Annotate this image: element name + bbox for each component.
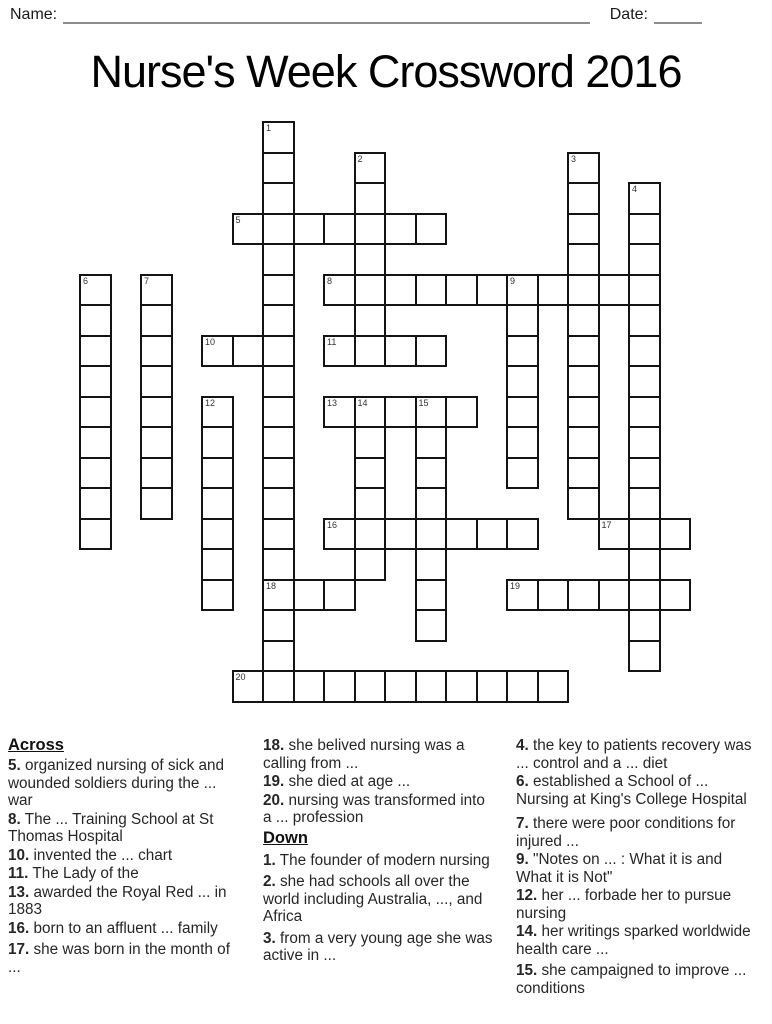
- clue-text: invented the ... chart: [29, 846, 173, 864]
- grid-cell-r9c8: [323, 396, 356, 429]
- grid-cell-r3c5: [232, 213, 265, 246]
- grid-cell-r17c6: [262, 640, 295, 673]
- grid-cell-r17c18: [628, 640, 661, 673]
- cell-number: 14: [357, 397, 368, 408]
- grid-cell-r12c0: [79, 487, 112, 520]
- grid-cell-r8c6: [262, 365, 295, 398]
- grid-cell-r11c14: [506, 457, 539, 490]
- clue-text: awarded the Royal Red ... in 1883: [8, 883, 227, 918]
- grid-cell-r3c9: [354, 213, 387, 246]
- clue-number: 10.: [8, 846, 30, 864]
- grid-cell-r1c9: [354, 152, 387, 185]
- grid-cell-r12c4: [201, 487, 234, 520]
- grid-cell-r9c9: [354, 396, 387, 429]
- grid-cell-r5c15: [537, 274, 570, 307]
- clue-text: organized nursing of sick and wounded soldiers during the ... war: [8, 757, 224, 809]
- grid-cell-r10c14: [506, 426, 539, 459]
- grid-cell-r9c18: [628, 396, 661, 429]
- grid-cell-r3c11: [415, 213, 448, 246]
- cell-number: 1: [266, 123, 272, 133]
- grid-cell-r15c6: [262, 579, 295, 612]
- grid-cell-r11c11: [415, 457, 448, 490]
- cell-number: 12: [205, 397, 216, 408]
- clue-text: her writings sparked worldwide health care ...: [516, 923, 751, 958]
- cell-number: 17: [601, 519, 612, 530]
- down-header: Down: [263, 828, 308, 847]
- grid-cell-r2c18: [628, 182, 661, 215]
- clue-number: 13.: [8, 883, 30, 901]
- clue-text: she was born in the month of ...: [8, 941, 230, 976]
- clue-across-16: [8, 920, 245, 938]
- grid-cell-r7c18: [628, 335, 661, 368]
- grid-cell-r13c19: [659, 518, 692, 551]
- grid-cell-r15c8: [323, 579, 356, 612]
- cell-number: 5: [235, 214, 241, 225]
- grid-cell-r3c8: [323, 213, 356, 246]
- grid-cell-r9c14: [506, 396, 539, 429]
- grid-cell-r9c6: [262, 396, 295, 429]
- grid-cell-r6c6: [262, 304, 295, 337]
- grid-cell-r8c0: [79, 365, 112, 398]
- grid-cell-r8c14: [506, 365, 539, 398]
- clue-down-7: [516, 815, 754, 850]
- grid-cell-r8c16: [567, 365, 600, 398]
- grid-cell-r8c2: [140, 365, 173, 398]
- grid-cell-r13c18: [628, 518, 661, 551]
- cell-number: 7: [144, 275, 150, 286]
- grid-cell-r16c6: [262, 609, 295, 642]
- grid-cell-r7c5: [232, 335, 265, 368]
- clue-number: 3.: [263, 929, 276, 947]
- clue-down-3: [263, 930, 496, 965]
- grid-cell-r15c4: [201, 579, 234, 612]
- clue-down-6: [516, 773, 754, 808]
- grid-cell-r6c2: [140, 304, 173, 337]
- grid-cell-r15c18: [628, 579, 661, 612]
- grid-cell-r10c2: [140, 426, 173, 459]
- grid-cell-r10c16: [567, 426, 600, 459]
- grid-cell-r0c6: [262, 121, 295, 154]
- grid-cell-r12c2: [140, 487, 173, 520]
- grid-cell-r3c16: [567, 213, 600, 246]
- clue-across-5: [8, 757, 245, 810]
- date-label: Date:: [609, 6, 648, 23]
- cell-number: 15: [418, 397, 429, 408]
- cell-number: 18: [266, 580, 277, 591]
- clue-across-10: [8, 847, 245, 865]
- clue-text: her ... forbade her to pursue nursing: [516, 887, 732, 922]
- clue-text: she campaigned to improve ... conditions: [516, 962, 747, 997]
- clue-across-20: [263, 792, 496, 827]
- grid-cell-r15c15: [537, 579, 570, 612]
- clue-across-19: [263, 773, 496, 791]
- clue-number: 5.: [8, 757, 21, 774]
- grid-cell-r3c7: [293, 213, 326, 246]
- grid-cell-r18c14: [506, 670, 539, 703]
- grid-cell-r13c10: [384, 518, 417, 551]
- grid-cell-r5c0: [79, 274, 112, 307]
- clue-text: there were poor conditions for injured ...: [516, 815, 736, 850]
- grid-cell-r7c11: [415, 335, 448, 368]
- grid-cell-r5c16: [567, 274, 600, 307]
- cell-number: 19: [510, 580, 521, 591]
- clue-number: 14.: [516, 923, 538, 940]
- grid-cell-r18c6: [262, 670, 295, 703]
- grid-cell-r14c4: [201, 548, 234, 581]
- grid-cell-r16c11: [415, 609, 448, 642]
- cell-number: 20: [235, 672, 246, 682]
- grid-cell-r15c7: [293, 579, 326, 612]
- clue-across-8: [8, 811, 245, 846]
- grid-cell-r6c16: [567, 304, 600, 337]
- clue-down-4: [516, 737, 754, 772]
- clue-text: The Lady of the: [28, 865, 139, 882]
- grid-cell-r2c16: [567, 182, 600, 215]
- grid-cell-r15c17: [598, 579, 631, 612]
- across-header: Across: [8, 736, 64, 754]
- clue-text: the key to patients recovery was ... control and a ... diet: [516, 737, 752, 772]
- grid-cell-r11c4: [201, 457, 234, 490]
- grid-cell-r18c10: [384, 670, 417, 703]
- grid-cell-r4c6: [262, 243, 295, 276]
- grid-cell-r13c8: [323, 518, 356, 551]
- clue-text: she had schools all over the world including Australia, ..., and Africa: [263, 873, 483, 925]
- cell-number: 8: [327, 275, 333, 286]
- grid-cell-r14c18: [628, 548, 661, 581]
- grid-cell-r14c9: [354, 548, 387, 581]
- grid-cell-r13c13: [476, 518, 509, 551]
- clue-number: 19.: [263, 773, 285, 790]
- grid-cell-r10c11: [415, 426, 448, 459]
- grid-cell-r9c16: [567, 396, 600, 429]
- grid-cell-r18c5: [232, 670, 265, 703]
- grid-cell-r18c11: [415, 670, 448, 703]
- grid-cell-r16c18: [628, 609, 661, 642]
- grid-cell-r3c18: [628, 213, 661, 246]
- cell-number: 2: [357, 153, 363, 164]
- grid-cell-r11c16: [567, 457, 600, 490]
- grid-cell-r4c18: [628, 243, 661, 276]
- clue-column-1: [8, 736, 263, 976]
- grid-cell-r14c6: [262, 548, 295, 581]
- grid-cell-r8c18: [628, 365, 661, 398]
- grid-cell-r5c13: [476, 274, 509, 307]
- grid-cell-r13c9: [354, 518, 387, 551]
- grid-cell-r7c8: [323, 335, 356, 368]
- clue-number: 6.: [516, 773, 529, 790]
- grid-cell-r12c6: [262, 487, 295, 520]
- clue-across-17: [8, 941, 245, 976]
- grid-cell-r18c7: [293, 670, 326, 703]
- cell-number: 13: [327, 397, 338, 408]
- grid-cell-r18c15: [537, 670, 570, 703]
- grid-cell-r7c16: [567, 335, 600, 368]
- name-label: Name:: [10, 6, 58, 23]
- clue-number: 18.: [263, 737, 285, 754]
- clue-down-15: [516, 962, 754, 997]
- clue-across-13: [8, 884, 245, 919]
- grid-cell-r9c0: [79, 396, 112, 429]
- grid-cell-r11c2: [140, 457, 173, 490]
- grid-cell-r10c0: [79, 426, 112, 459]
- clues-section: [8, 736, 772, 997]
- grid-cell-r12c11: [415, 487, 448, 520]
- cell-number: 16: [327, 519, 338, 530]
- clue-text: she belived nursing was a calling from ...: [263, 737, 465, 772]
- cell-number: 10: [205, 336, 216, 347]
- clue-down-14: [516, 923, 754, 958]
- grid-cell-r15c19: [659, 579, 692, 612]
- clue-across-11: [8, 865, 245, 883]
- grid-cell-r5c9: [354, 274, 387, 307]
- cell-number: 4: [632, 184, 638, 194]
- clue-number: 20.: [263, 791, 285, 809]
- grid-cell-r5c6: [262, 274, 295, 307]
- grid-cell-r13c14: [506, 518, 539, 551]
- grid-cell-r13c12: [445, 518, 478, 551]
- clue-text: born to an affluent ... family: [29, 919, 218, 937]
- clue-text: "Notes on ... : What it is and What it is Not": [516, 851, 723, 886]
- clue-number: 4.: [516, 737, 529, 754]
- grid-cell-r15c14: [506, 579, 539, 612]
- cell-number: 9: [510, 275, 516, 286]
- clue-down-2: [263, 873, 496, 926]
- clue-column-3: [516, 736, 772, 997]
- grid-cell-r18c13: [476, 670, 509, 703]
- grid-cell-r11c6: [262, 457, 295, 490]
- grid-cell-r1c16: [567, 152, 600, 185]
- clue-across-18: [263, 737, 496, 772]
- grid-cell-r18c9: [354, 670, 387, 703]
- grid-cell-r6c18: [628, 304, 661, 337]
- clue-number: 17.: [8, 941, 30, 958]
- cell-number: 11: [327, 336, 337, 347]
- grid-cell-r5c14: [506, 274, 539, 307]
- grid-cell-r5c12: [445, 274, 478, 307]
- grid-cell-r14c11: [415, 548, 448, 581]
- clue-text: from a very young age she was active in ...: [263, 929, 493, 964]
- grid-cell-r7c9: [354, 335, 387, 368]
- grid-cell-r13c0: [79, 518, 112, 551]
- grid-cell-r5c11: [415, 274, 448, 307]
- clue-down-12: [516, 887, 754, 922]
- clue-number: 7.: [516, 815, 529, 832]
- grid-cell-r5c10: [384, 274, 417, 307]
- cell-number: 3: [571, 153, 577, 164]
- clue-text: nursing was transformed into a ... profession: [263, 791, 485, 826]
- grid-cell-r13c17: [598, 518, 631, 551]
- grid-cell-r2c9: [354, 182, 387, 215]
- grid-cell-r13c11: [415, 518, 448, 551]
- grid-cell-r10c6: [262, 426, 295, 459]
- grid-cell-r7c0: [79, 335, 112, 368]
- grid-cell-r9c12: [445, 396, 478, 429]
- grid-cell-r1c6: [262, 152, 295, 185]
- grid-cell-r7c2: [140, 335, 173, 368]
- grid-cell-r11c9: [354, 457, 387, 490]
- grid-cell-r5c17: [598, 274, 631, 307]
- clue-number: 16.: [8, 919, 30, 937]
- grid-cell-r10c9: [354, 426, 387, 459]
- grid-cell-r12c18: [628, 487, 661, 520]
- clue-text: The ... Training School at St Thomas Hospital: [8, 810, 214, 845]
- grid-cell-r7c14: [506, 335, 539, 368]
- grid-cell-r4c9: [354, 243, 387, 276]
- grid-cell-r5c18: [628, 274, 661, 307]
- clue-number: 1.: [263, 851, 276, 869]
- grid-cell-r6c9: [354, 304, 387, 337]
- grid-cell-r5c8: [323, 274, 356, 307]
- grid-cell-r9c4: [201, 396, 234, 429]
- grid-cell-r15c11: [415, 579, 448, 612]
- grid-cell-r9c11: [415, 396, 448, 429]
- clue-number: 11.: [8, 865, 29, 882]
- grid-cell-r13c4: [201, 518, 234, 551]
- grid-cell-r11c0: [79, 457, 112, 490]
- grid-cell-r9c10: [384, 396, 417, 429]
- grid-cell-r7c6: [262, 335, 295, 368]
- clue-number: 15.: [516, 962, 538, 979]
- grid-cell-r9c2: [140, 396, 173, 429]
- page-title: Nurse's Week Crossword 2016: [90, 46, 682, 97]
- grid-cell-r6c0: [79, 304, 112, 337]
- clue-number: 12.: [516, 887, 538, 904]
- grid-cell-r11c18: [628, 457, 661, 490]
- grid-cell-r12c16: [567, 487, 600, 520]
- cell-number: 6: [83, 275, 89, 286]
- clue-column-2: [263, 736, 516, 965]
- grid-cell-r5c2: [140, 274, 173, 307]
- grid-cell-r4c16: [567, 243, 600, 276]
- clue-text: The founder of modern nursing: [275, 851, 490, 869]
- grid-cell-r15c16: [567, 579, 600, 612]
- clue-number: 2.: [263, 873, 276, 890]
- grid-cell-r12c9: [354, 487, 387, 520]
- grid-cell-r6c14: [506, 304, 539, 337]
- clue-number: 9.: [516, 851, 529, 868]
- grid-cell-r18c8: [323, 670, 356, 703]
- grid-cell-r7c4: [201, 335, 234, 368]
- clue-number: 8.: [8, 810, 21, 828]
- clue-text: established a School of ... Nursing at King's College Hospital: [516, 773, 747, 808]
- grid-cell-r13c6: [262, 518, 295, 551]
- grid-cell-r3c10: [384, 213, 417, 246]
- grid-cell-r10c4: [201, 426, 234, 459]
- grid-cell-r2c6: [262, 182, 295, 215]
- clue-down-9: [516, 851, 754, 886]
- clue-down-1: [263, 852, 496, 870]
- clue-text: she died at age ...: [284, 773, 411, 790]
- grid-cell-r3c6: [262, 213, 295, 246]
- grid-cell-r18c12: [445, 670, 478, 703]
- grid-cell-r10c18: [628, 426, 661, 459]
- grid-cell-r7c10: [384, 335, 417, 368]
